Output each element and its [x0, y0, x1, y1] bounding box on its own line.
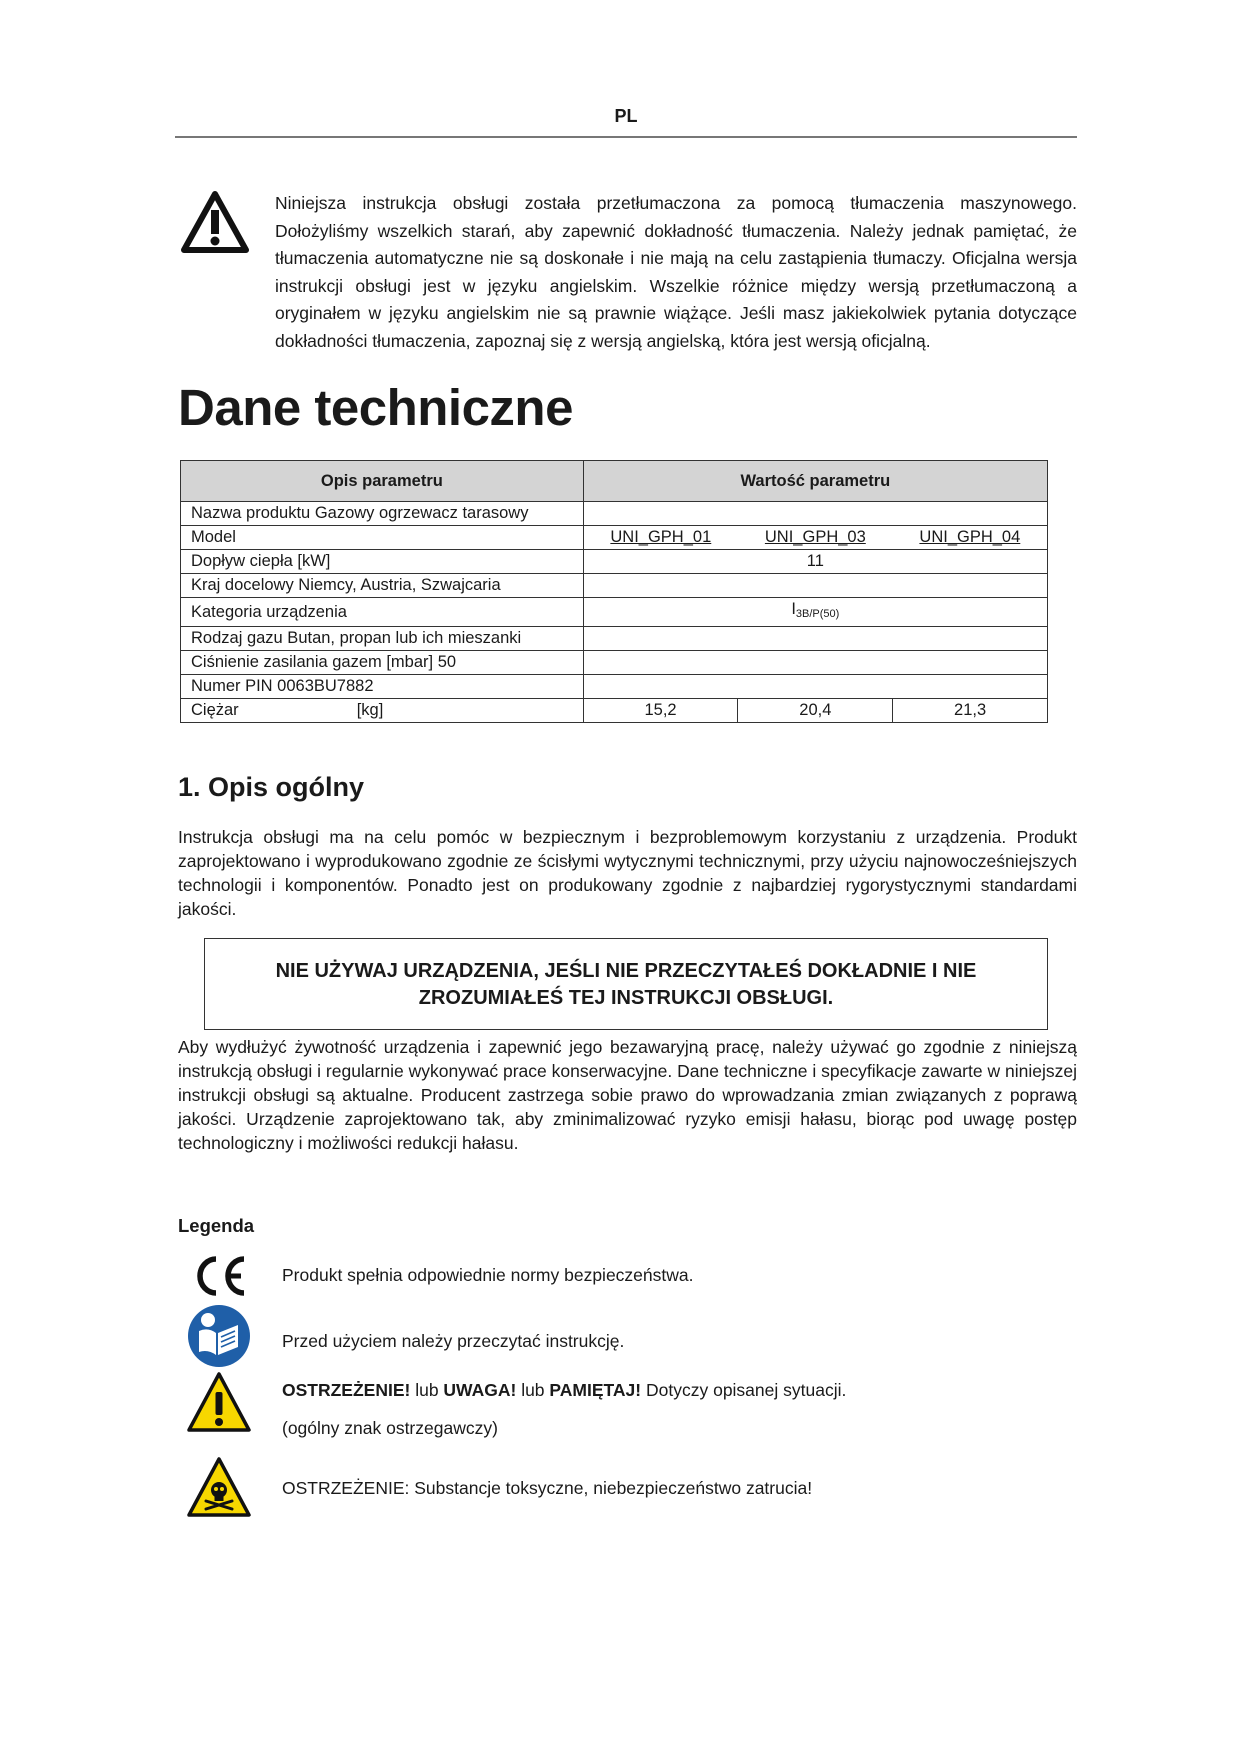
- general-warning-icon: [186, 1370, 252, 1436]
- legend-toxic-text: OSTRZEŻENIE: Substancje toksyczne, niebezpieczeństwo zatrucia!: [282, 1478, 813, 1498]
- read-manual-icon: [186, 1303, 252, 1369]
- heat-input-value: 11: [583, 550, 1047, 574]
- warning-line-1: NIE UŻYWAJ URZĄDZENIA, JEŚLI NIE PRZECZYTAŁEŚ DOKŁADNIE I NIE: [275, 960, 977, 982]
- tech-data-table: [180, 460, 1048, 723]
- model-value: UNI_GPH_04: [919, 528, 1021, 546]
- tech-data-title: Dane techniczne: [178, 379, 573, 436]
- general-paragraph-2: Aby wydłużyć żywotność urządzenia i zapewnić jego bezawaryjną pracę, należy używać go zgodnie z niniejszą instrukcją obsługi i regularnie wykonywać prace konserwacyjne. Dane techniczne i specyfikacje zawarte w niniejszej instrukcji obsługi są aktualne. Producent zastrzega sobie prawo do wprowadzania zmian związanych z poprawą jakości. Urządzenie zaprojektowano tak, aby zminimalizować ryzyko emisji hałasu, biorąc pod uwagę postęp technologiczny i możliwości redukcji hałasu.: [178, 1037, 1077, 1153]
- legend-manual-text: Przed użyciem należy przeczytać instrukcję.: [282, 1331, 625, 1351]
- section-heading-general: 1. Opis ogólny: [178, 772, 365, 802]
- table-row: [181, 651, 1048, 675]
- table-row: [181, 550, 1048, 574]
- model-value: UNI_GPH_03: [764, 528, 866, 546]
- row-heat-input: Dopływ ciepła [kW]: [181, 550, 584, 574]
- row-pin: Numer PIN 0063BU7882: [181, 675, 584, 699]
- warning-line-2: ZROZUMIAŁEŚ TEJ INSTRUKCJI OBSŁUGI.: [418, 987, 834, 1009]
- ce-mark-lettering: CE: [186, 1243, 188, 1244]
- model-value: UNI_GPH_01: [610, 528, 712, 546]
- table-row: [181, 627, 1048, 651]
- col-header-param: Opis parametru: [181, 461, 584, 502]
- general-paragraph-1: Instrukcja obsługi ma na celu pomóc w bezpiecznym i bezproblemowym korzystaniu z urządzenia. Produkt zaprojektowano i wyprodukowano zgodnie ze ścisłymi wytycznymi technicznymi, przy użyciu najnowocześniejszych technologii i komponentów. Ponadto jest on produkowany zgodnie z najbardziej rygorystycznymi standardami jakości.: [178, 827, 1077, 919]
- page-language-header: PL: [614, 106, 638, 126]
- row-weight: Ciężar [kg]: [181, 699, 584, 723]
- translation-notice: Niniejsza instrukcja obsługi została przetłumaczona za pomocą tłumaczenia maszynowego. Dołożyliśmy wszelkich starań, aby zapewnić dokładność tłumaczenia. Należy jednak pamiętać, że tłumaczenia automatyczne nie są doskonałe i nie mają na celu zastąpienia tłumaczy. Oficjalna wersja instrukcji obsługi jest w języku angielskim. Wszelkie różnice między wersją przetłumaczoną a oryginałem w języku angielskim nie są prawnie wiążące. Jeśli masz jakiekolwiek pytania dotyczące dokładności tłumaczenia, zapoznaj się z wersją angielską, która jest wersją oficjalną.: [275, 193, 1077, 351]
- table-row: [181, 675, 1048, 699]
- category-value: $I_{3B/P(50)}$: [583, 598, 1047, 627]
- row-pressure: Ciśnienie zasilania gazem [mbar] 50: [181, 651, 584, 675]
- legend-ce-text: Produkt spełnia odpowiednie normy bezpieczeństwa.: [282, 1265, 694, 1285]
- legend-warning-text: OSTRZEŻENIE! lub UWAGA! lub PAMIĘTAJ! Dotyczy opisanej sytuacji.: [282, 1380, 847, 1400]
- table-row: [181, 502, 1048, 526]
- important-warning-box: [204, 938, 1048, 1030]
- row-model: Model: [181, 526, 584, 550]
- table-row: [181, 598, 1048, 627]
- header-rule: [175, 136, 1077, 138]
- row-gas-type: Rodzaj gazu Butan, propan lub ich mieszanki: [181, 627, 584, 651]
- legend-warning-subtext: (ogólny znak ostrzegawczy): [282, 1418, 498, 1438]
- table-row: [181, 699, 1048, 723]
- row-category: Kategoria urządzenia: [181, 598, 584, 627]
- ce-mark-icon: [186, 1243, 252, 1309]
- row-product: Nazwa produktu Gazowy ogrzewacz tarasowy: [181, 502, 584, 526]
- warning-triangle-icon: [180, 190, 250, 254]
- table-row: [181, 574, 1048, 598]
- weight-value: 20,4: [738, 699, 893, 723]
- legend-title: Legenda: [178, 1215, 255, 1236]
- toxic-warning-icon: [186, 1455, 252, 1521]
- row-countries: Kraj docelowy Niemcy, Austria, Szwajcaria: [181, 574, 584, 598]
- weight-value: 15,2: [583, 699, 738, 723]
- weight-value: 21,3: [893, 699, 1048, 723]
- table-row: [181, 526, 1048, 550]
- col-header-value: Wartość parametru: [583, 461, 1047, 502]
